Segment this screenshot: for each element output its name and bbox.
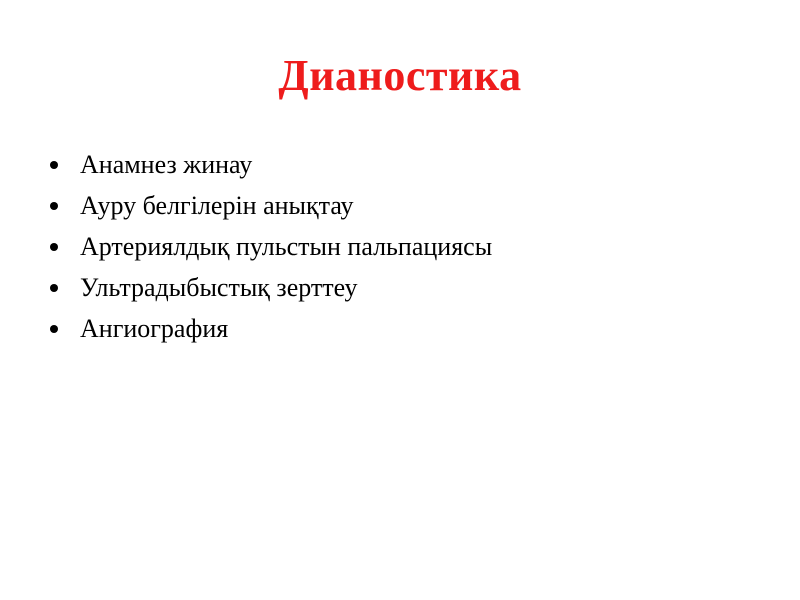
list-item-text: Ауру белгілерін анықтау	[80, 190, 354, 220]
bullet-dot-icon	[50, 325, 58, 333]
list-item	[50, 144, 492, 185]
bullet-list	[50, 144, 492, 349]
list-item	[50, 185, 492, 226]
list-item-text: Ультрадыбыстық зерттеу	[80, 272, 358, 302]
list-item-text: Артериялдық пульстын пальпациясы	[80, 231, 493, 261]
list-item-text: Анамнез жинау	[80, 149, 253, 179]
bullet-dot-icon	[50, 284, 58, 292]
bullet-dot-icon	[50, 161, 58, 169]
list-item	[50, 267, 492, 308]
bullet-dot-icon	[50, 243, 58, 251]
slide-title: Дианостика	[278, 51, 522, 100]
list-item	[50, 308, 492, 349]
list-item-text: Ангиография	[80, 313, 229, 343]
list-item	[50, 226, 492, 267]
bullet-dot-icon	[50, 202, 58, 210]
